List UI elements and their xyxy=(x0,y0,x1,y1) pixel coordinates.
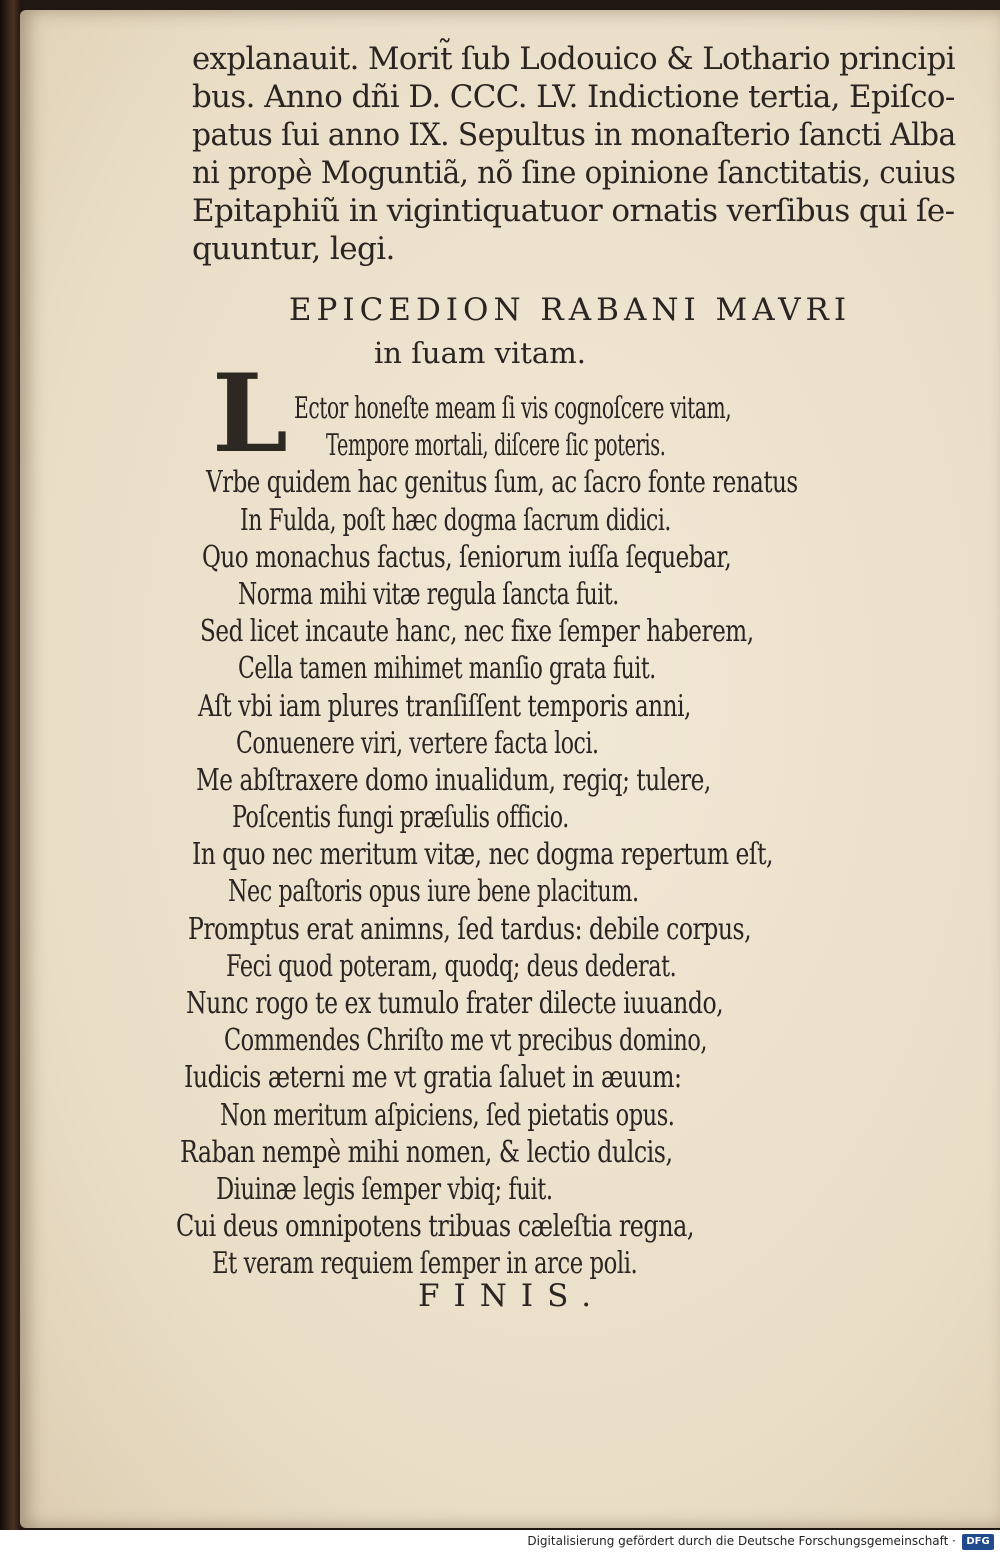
funding-notice: Digitalisierung gefördert durch die Deutsche Forschungsgemeinschaft · xyxy=(527,1534,956,1548)
prose-paragraph xyxy=(192,40,956,268)
verse-line: Cui deus omnipotens tribuas cæleſtia regna, xyxy=(176,1209,694,1245)
prose-line: Epitaphiũ in vigintiquatuor ornatis verſibus qui ſe- xyxy=(192,193,955,229)
poem-verse xyxy=(0,390,980,1283)
verse-line: Me abſtraxere domo inualidum, regiq; tulere, xyxy=(196,762,711,798)
verse-line: Et veram requiem ſemper in arce poli. xyxy=(212,1246,638,1282)
drop-cap-initial: L xyxy=(212,351,288,477)
verse-line: Iudicis æterni me vt gratia ſaluet in æuum: xyxy=(184,1060,682,1096)
verse-line: Sed licet incaute hanc, nec fixe ſemper haberem, xyxy=(200,614,754,650)
verse-line: Conuenere viri, vertere facta loci. xyxy=(236,725,599,761)
verse-line: In Fulda, poſt hæc dogma ſacrum didici. xyxy=(240,502,671,538)
prose-line: patus ſui anno IX. Sepultus in monaſterio ſancti Alba xyxy=(192,117,956,153)
verse-line: Tempore mortali, diſcere ſic poteris. xyxy=(326,428,666,464)
digitization-footer xyxy=(0,1530,1000,1556)
verse-line: Nec paſtoris opus iure bene placitum. xyxy=(228,874,639,910)
verse-line: Promptus erat animns, ſed tardus: debile corpus, xyxy=(188,911,752,947)
verse-line: Nunc rogo te ex tumulo frater dilecte iuuando, xyxy=(186,986,724,1021)
verse-line: Quo monachus factus, ſeniorum iuſſa ſequebar, xyxy=(202,539,732,575)
finis-text: FINIS. xyxy=(418,1278,606,1314)
verse-line: Aſt vbi iam plures tranſiſſent temporis anni, xyxy=(198,688,691,724)
prose-line: ni propè Moguntiã, nõ ſine opinione ſanctitatis, cuius xyxy=(192,155,956,191)
verse-line: Diuinæ legis ſemper vbiq; fuit. xyxy=(216,1171,553,1207)
poem-heading: EPICEDION RABANI MAVRI xyxy=(288,292,852,328)
verse-line: Commendes Chriſto me vt precibus domino, xyxy=(224,1023,708,1059)
verse-line: Cella tamen mihimet manſio grata fuit. xyxy=(238,651,656,687)
prose-line: quuntur, legi. xyxy=(192,231,395,267)
verse-line: Raban nempè mihi nomen, & lectio dulcis, xyxy=(180,1134,673,1170)
verse-line: Feci quod poteram, quodq; deus dederat. xyxy=(226,948,677,984)
verse-line: Non meritum aſpiciens, ſed pietatis opus. xyxy=(220,1097,675,1133)
dfg-logo-icon: DFG xyxy=(962,1534,994,1550)
verse-line: Ector honeſte meam ſi vis cognoſcere vitam, xyxy=(294,391,732,426)
prose-line: explanauit. Morit̃ ſub Lodouico & Lothario principi xyxy=(192,41,955,77)
verse-line: Poſcentis fungi præſulis officio. xyxy=(232,800,569,836)
verse-line: In quo nec meritum vitæ, nec dogma repertum eſt, xyxy=(192,837,773,873)
verse-line: Norma mihi vitæ regula ſancta fuit. xyxy=(238,576,619,612)
poem-subheading: in ſuam vitam. xyxy=(374,336,586,370)
prose-line: bus. Anno dñi D. CCC. LV. Indictione tertia, Epiſco- xyxy=(192,79,955,115)
verse-line: Vrbe quidem hac genitus ſum, ac ſacro fonte renatus xyxy=(206,465,798,501)
